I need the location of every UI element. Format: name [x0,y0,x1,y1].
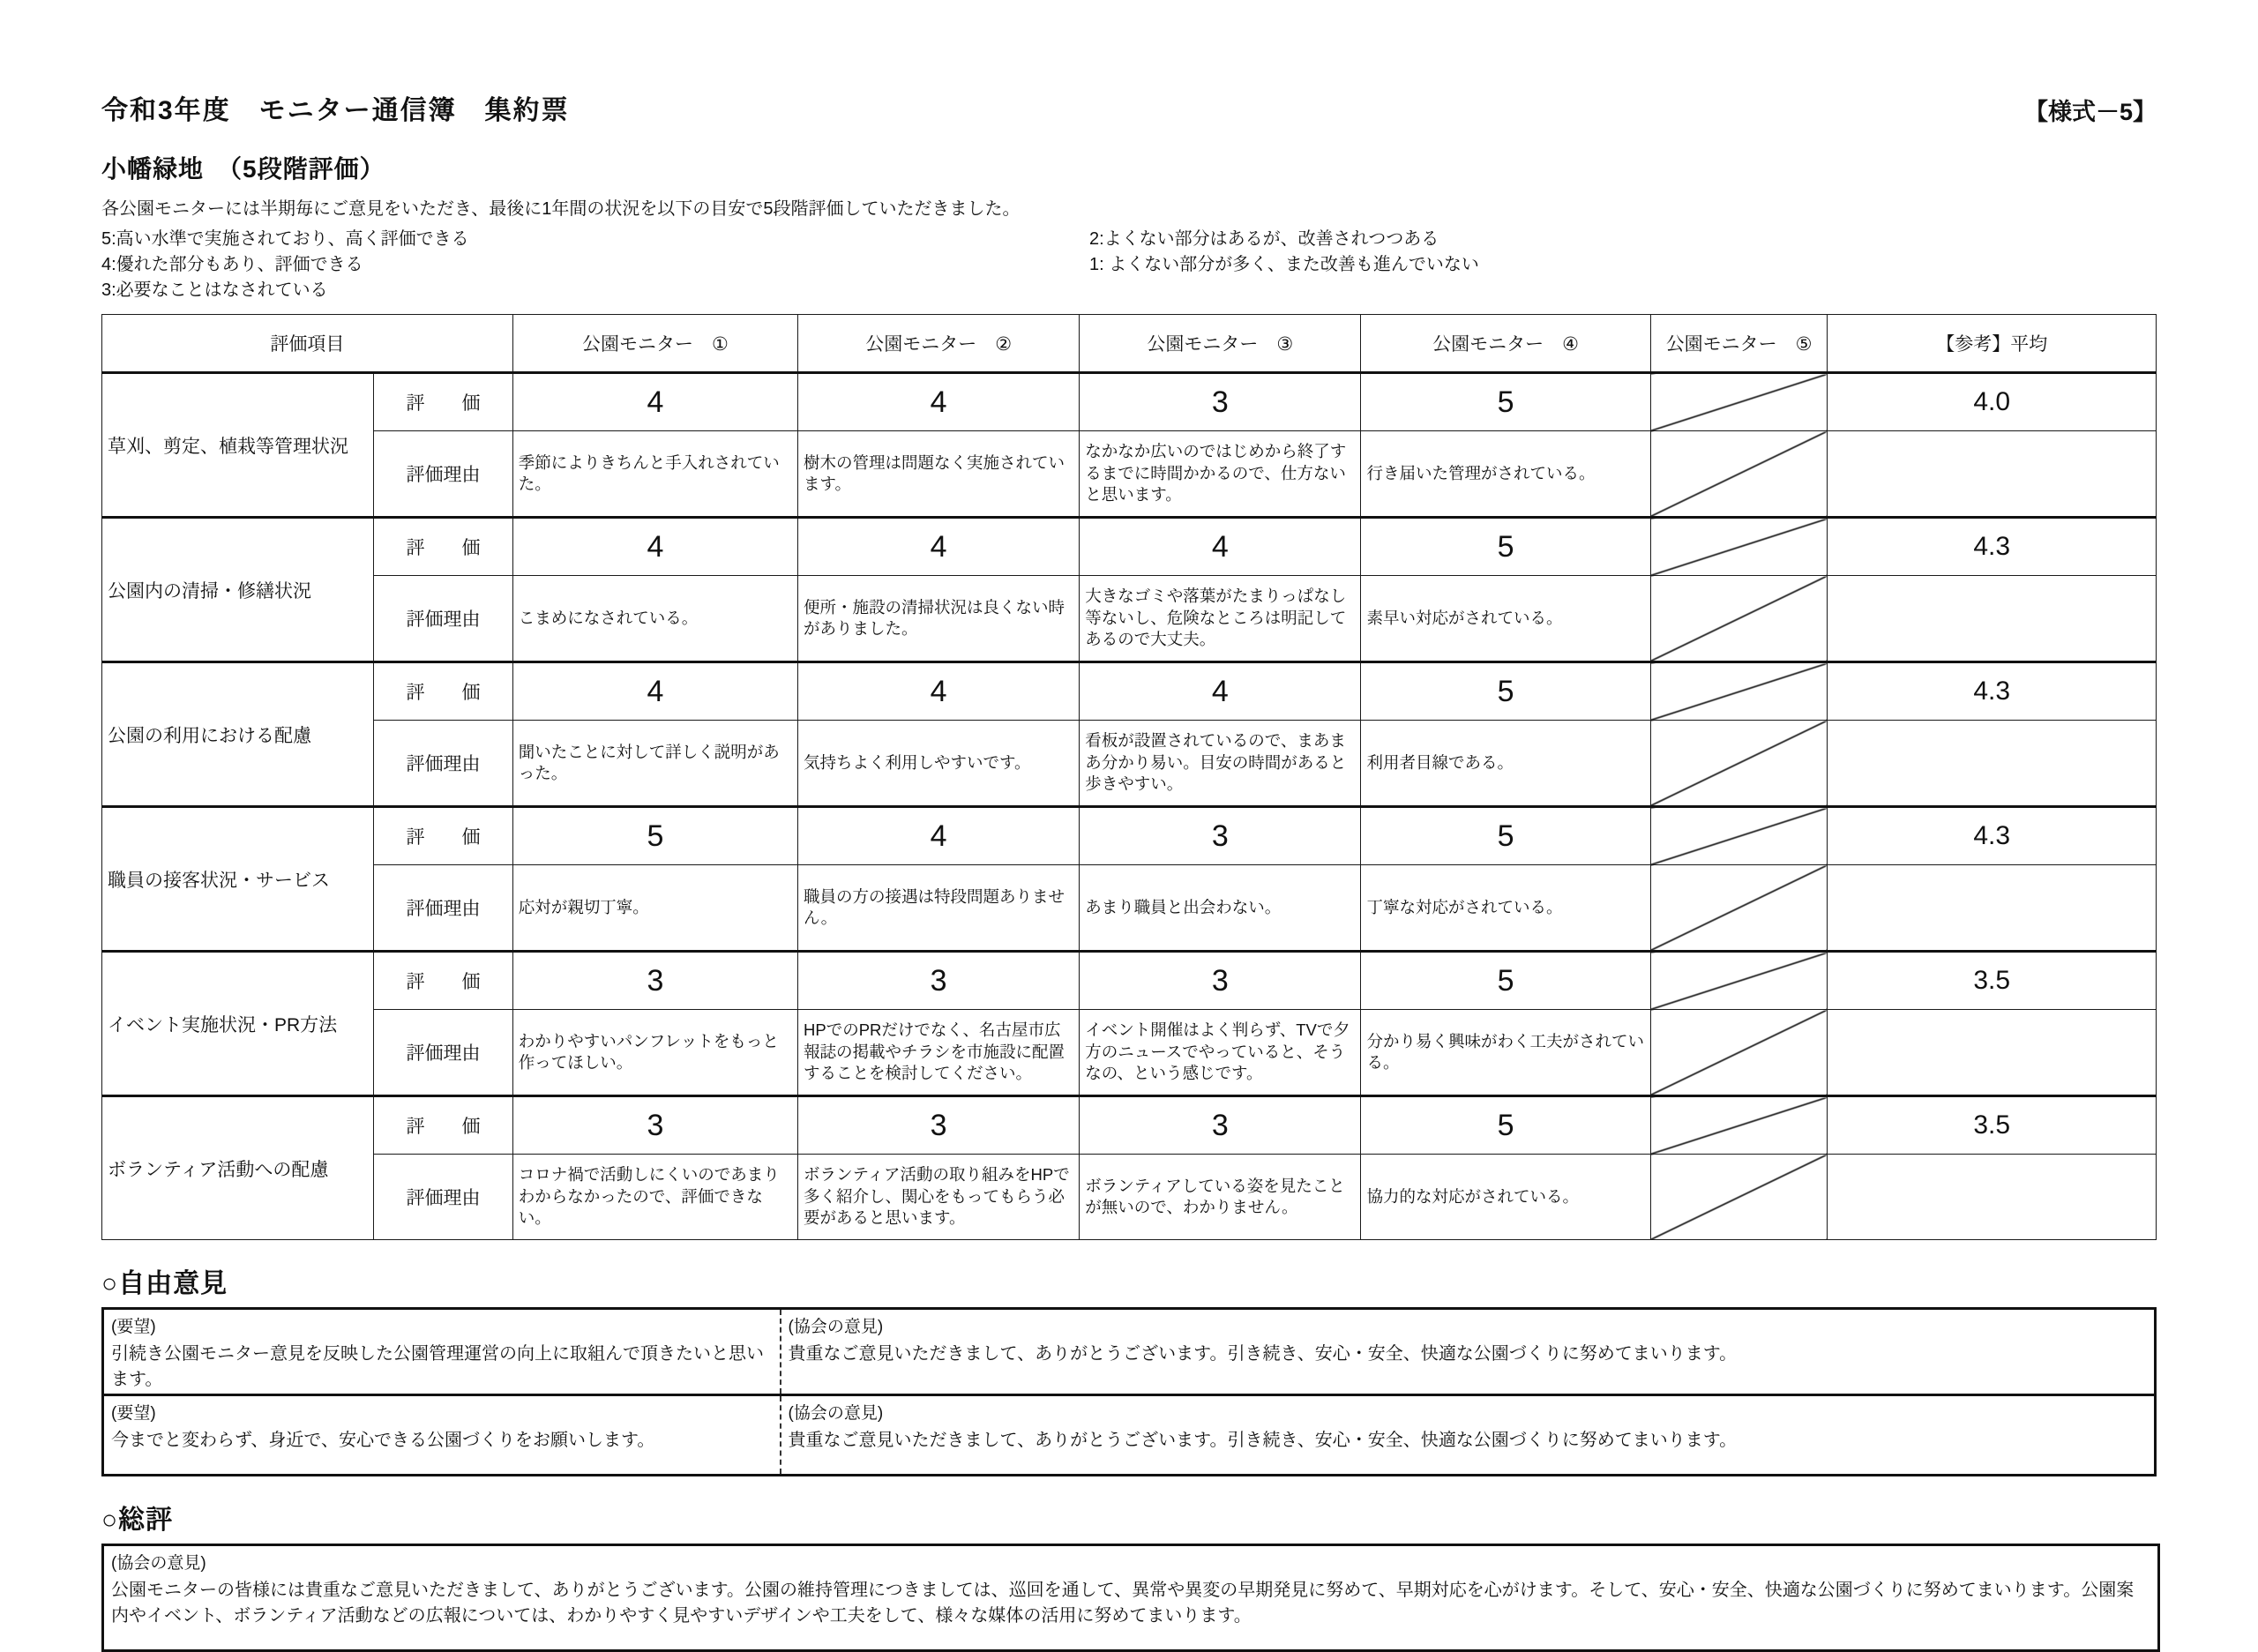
item-name: ボランティア活動への配慮 [102,1096,374,1240]
request-text: 今までと変わらず、身近で、安心できる公園づくりをお願いします。 [111,1431,655,1450]
reason-cell: 看板が設置されているので、まあまあ分かり易い。目安の時間があると歩きやすい。 [1080,721,1361,807]
evaluation-table [101,314,2157,1240]
reason-label: 評価理由 [374,431,513,518]
average-cell: 4.3 [1828,807,2157,865]
free-opinion-heading: ○自由意見 [101,1269,228,1298]
monitor5-empty-cell [1650,721,1828,807]
column-header-monitor-3: 公園モニター ③ [1080,315,1361,373]
reason-cell: 気持ちよく利用しやすいです。 [798,721,1080,807]
average-empty-cell [1828,1010,2157,1096]
reason-cell: 分かり易く興味がわく工夫がされている。 [1361,1010,1650,1096]
score-cell: 3 [1080,807,1361,865]
reason-label: 評価理由 [374,865,513,952]
item-name: 公園内の清掃・修繕状況 [102,518,374,662]
monitor5-empty-cell [1650,952,1828,1010]
score-cell: 3 [512,952,797,1010]
page-title: 令和3年度 モニター通信簿 集約票 [101,96,570,125]
association-reply-text: 貴重なご意見いただきまして、ありがとうございます。引き続き、安心・安全、快適な公園づくりに努めてまいります。 [788,1344,1738,1364]
form-number-tag: 【様式－5】 [2023,99,2157,125]
score-cell: 4 [798,373,1080,431]
score-cell: 4 [512,518,797,576]
score-cell: 5 [1361,952,1650,1010]
association-reply-label: (協会の意見) [788,1318,884,1336]
monitor5-empty-cell [1650,518,1828,576]
average-empty-cell [1828,576,2157,662]
average-cell: 4.3 [1828,518,2157,576]
request-text: 引続き公園モニター意見を反映した公園管理運営の向上に取組んで頂きたいと思います。 [111,1344,764,1389]
reason-cell: コロナ禍で活動しにくいのであまりわからなかったので、評価できない。 [512,1155,797,1240]
reason-label: 評価理由 [374,1155,513,1240]
score-cell: 5 [1361,373,1650,431]
score-cell: 3 [1080,373,1361,431]
score-cell: 3 [512,1096,797,1155]
reason-cell: わかりやすいパンフレットをもっと作ってほしい。 [512,1010,797,1096]
score-cell: 5 [512,807,797,865]
score-label: 評 価 [374,807,513,865]
association-reply-label: (協会の意見) [788,1404,884,1423]
score-cell: 3 [1080,1096,1361,1155]
score-cell: 3 [1080,952,1361,1010]
average-cell: 4.3 [1828,662,2157,721]
association-reply-text: 貴重なご意見いただきまして、ありがとうございます。引き続き、安心・安全、快適な公園づくりに努めてまいります。 [788,1431,1738,1450]
reason-cell: 便所・施設の清掃状況は良くない時がありました。 [798,576,1080,662]
monitor5-empty-cell [1650,865,1828,952]
reason-cell: 丁寧な対応がされている。 [1361,865,1650,952]
reason-cell: こまめになされている。 [512,576,797,662]
average-empty-cell [1828,431,2157,518]
reason-label: 評価理由 [374,721,513,807]
reason-cell: 聞いたことに対して詳しく説明があった。 [512,721,797,807]
score-cell: 5 [1361,662,1650,721]
score-cell: 4 [798,662,1080,721]
overall-text: 公園モニターの皆様には貴重なご意見いただきまして、ありがとうございます。公園の維持管理につきましては、巡回を通して、異常や異変の早期発見に努めて、早期対応を心がけます。そして、安心・安全、快適な公園づくりに努めてまいります。公園案内やイベント、ボランティア活動などの広報については、わかりやすく見やすいデザインや工夫をして、様々な媒体の活用に努めてまいります。 [111,1581,2135,1626]
score-cell: 3 [798,952,1080,1010]
score-label: 評 価 [374,662,513,721]
score-cell: 4 [1080,662,1361,721]
scale-item-3: 3:必要なことはなされている [101,280,328,300]
association-reply-cell [781,1395,2156,1476]
scale-item-1: 1: よくない部分が多く、また改善も進んでいない [1089,255,1479,274]
request-label: (要望) [111,1318,156,1336]
average-cell: 3.5 [1828,952,2157,1010]
monitor5-empty-cell [1650,662,1828,721]
column-header-monitor-2: 公園モニター ② [798,315,1080,373]
column-header-average: 【参考】平均 [1828,315,2157,373]
column-header-item: 評価項目 [102,315,513,373]
rating-scale-legend [101,227,2157,303]
average-empty-cell [1828,865,2157,952]
rating-description: 各公園モニターには半期毎にご意見をいただき、最後に1年間の状況を以下の目安で5段階評価していただきました。 [101,199,1021,219]
score-label: 評 価 [374,1096,513,1155]
item-name: 職員の接客状況・サービス [102,807,374,952]
column-header-monitor-4: 公園モニター ④ [1361,315,1650,373]
item-name: 公園の利用における配慮 [102,662,374,807]
reason-cell: イベント開催はよく判らず、TVで夕方のニュースでやっていると、そうなの、という感じです。 [1080,1010,1361,1096]
free-opinion-row [103,1395,2156,1476]
free-opinion-row [103,1309,2156,1395]
reason-cell: ボランティアしている姿を見たことが無いので、わかりません。 [1080,1155,1361,1240]
score-cell: 4 [798,807,1080,865]
scale-item-4: 4:優れた部分もあり、評価できる [101,255,363,274]
score-cell: 4 [512,373,797,431]
column-header-monitor-5: 公園モニター ⑤ [1650,315,1828,373]
monitor5-empty-cell [1650,1155,1828,1240]
average-empty-cell [1828,721,2157,807]
monitor5-empty-cell [1650,807,1828,865]
association-reply-cell [781,1309,2156,1395]
average-cell: 4.0 [1828,373,2157,431]
score-cell: 4 [512,662,797,721]
reason-cell: 行き届いた管理がされている。 [1361,431,1650,518]
reason-cell: 大きなゴミや落葉がたまりっぱなし等ないし、危険なところは明記してあるので大丈夫。 [1080,576,1361,662]
monitor5-empty-cell [1650,1096,1828,1155]
scale-item-2: 2:よくない部分はあるが、改善されつつある [1089,229,1439,249]
item-name: 草刈、剪定、植栽等管理状況 [102,373,374,518]
column-header-monitor-1: 公園モニター ① [512,315,797,373]
request-label: (要望) [111,1404,156,1423]
overall-heading: ○総評 [101,1506,174,1535]
score-cell: 5 [1361,1096,1650,1155]
average-cell: 3.5 [1828,1096,2157,1155]
scale-item-5: 5:高い水準で実施されており、高く評価できる [101,229,469,249]
reason-cell: 職員の方の接遇は特段問題ありません。 [798,865,1080,952]
free-opinion-table [101,1307,2157,1476]
score-label: 評 価 [374,952,513,1010]
monitor5-empty-cell [1650,576,1828,662]
reason-cell: 利用者目線である。 [1361,721,1650,807]
reason-cell: 協力的な対応がされている。 [1361,1155,1650,1240]
score-cell: 3 [798,1096,1080,1155]
request-cell [103,1309,781,1395]
park-name-subtitle: 小幡緑地 （5段階評価） [101,155,385,183]
monitor5-empty-cell [1650,373,1828,431]
reason-label: 評価理由 [374,1010,513,1096]
monitor5-empty-cell [1650,1010,1828,1096]
reason-label: 評価理由 [374,576,513,662]
score-label: 評 価 [374,518,513,576]
monitor5-empty-cell [1650,431,1828,518]
reason-cell: あまり職員と出会わない。 [1080,865,1361,952]
reason-cell: 樹木の管理は問題なく実施されています。 [798,431,1080,518]
reason-cell: 素早い対応がされている。 [1361,576,1650,662]
overall-label: (協会の意見) [111,1554,206,1573]
score-cell: 4 [1080,518,1361,576]
request-cell [103,1395,781,1476]
average-empty-cell [1828,1155,2157,1240]
score-cell: 4 [798,518,1080,576]
reason-cell: HPでのPRだけでなく、名古屋市広報誌の掲載やチラシを市施設に配置することを検討してください。 [798,1010,1080,1096]
score-cell: 5 [1361,518,1650,576]
reason-cell: 季節によりきちんと手入れされていた。 [512,431,797,518]
overall-review-box [101,1544,2160,1652]
item-name: イベント実施状況・PR方法 [102,952,374,1096]
reason-cell: 応対が親切丁寧。 [512,865,797,952]
score-label: 評 価 [374,373,513,431]
reason-cell: ボランティア活動の取り組みをHPで多く紹介し、関心をもってもらう必要があると思います。 [798,1155,1080,1240]
reason-cell: なかなか広いのではじめから終了するまでに時間かかるので、仕方ないと思います。 [1080,431,1361,518]
score-cell: 5 [1361,807,1650,865]
